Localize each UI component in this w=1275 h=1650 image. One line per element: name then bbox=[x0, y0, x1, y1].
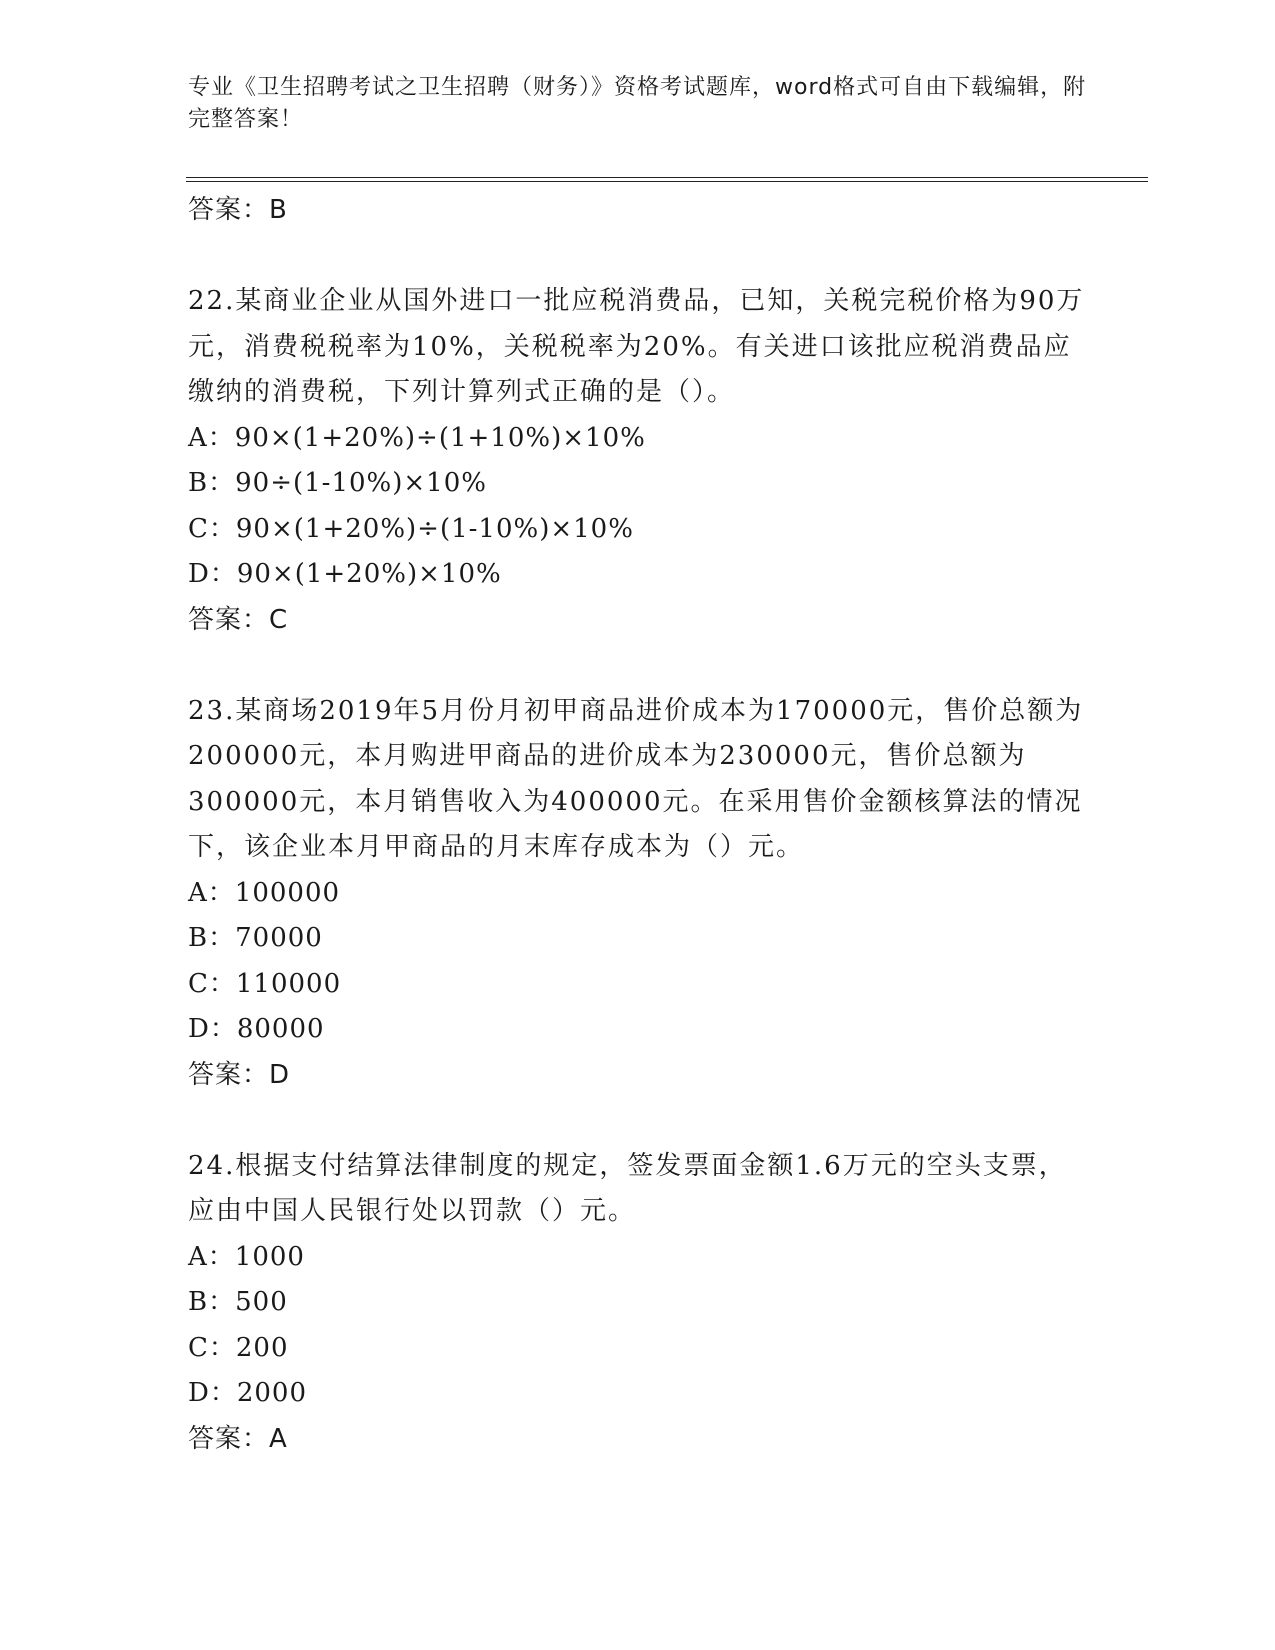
header-rule-bottom bbox=[186, 181, 1148, 182]
option-c: C：110000 bbox=[188, 968, 342, 999]
option-a: A：100000 bbox=[188, 877, 341, 908]
question-stem: 23.某商场2019年5月份月初甲商品进价成本为170000元，售价总额为200000元，本月购进甲商品的进价成本为230000元，售价总额为300000元，本月销售收入为400000元。在采用售价金额核算法的情况下，该企业本月甲商品的月末库存成本为（）元。 bbox=[188, 695, 1084, 862]
question-stem: 24.根据支付结算法律制度的规定，签发票面金额1.6万元的空头支票，应由中国人民银行处以罚款（）元。 bbox=[188, 1150, 1067, 1226]
option-d: D：80000 bbox=[188, 1014, 325, 1044]
document-body bbox=[188, 188, 1088, 1462]
question-answer: 答案：C bbox=[188, 604, 289, 635]
option-b: B：70000 bbox=[188, 923, 323, 953]
previous-answer: 答案：B bbox=[188, 195, 288, 225]
question-22 bbox=[188, 279, 1088, 643]
spacer bbox=[188, 1098, 1088, 1144]
option-c: C：90×(1+20%)÷(1-10%)×10% bbox=[188, 513, 634, 544]
spacer bbox=[188, 643, 1088, 689]
option-a: A：1000 bbox=[188, 1241, 305, 1272]
question-24 bbox=[188, 1144, 1088, 1462]
option-d: D：2000 bbox=[188, 1378, 308, 1408]
option-d: D：90×(1+20%)×10% bbox=[188, 559, 502, 589]
question-answer: 答案：A bbox=[188, 1423, 288, 1454]
option-a: A：90×(1+20%)÷(1+10%)×10% bbox=[188, 422, 646, 453]
option-b: B：90÷(1-10%)×10% bbox=[188, 468, 487, 498]
question-23 bbox=[188, 689, 1088, 1098]
question-stem: 22.某商业企业从国外进口一批应税消费品，已知，关税完税价格为90万元，消费税税率为10%，关税税率为20%。有关进口该批应税消费品应缴纳的消费税，下列计算列式正确的是（）。 bbox=[188, 286, 1085, 407]
question-answer: 答案：D bbox=[188, 1059, 291, 1090]
header-rule-top bbox=[186, 177, 1148, 178]
page-header: 专业《卫生招聘考试之卫生招聘（财务）》资格考试题库，word格式可自由下载编辑，附完整答案！ bbox=[188, 75, 1087, 132]
option-b: B：500 bbox=[188, 1287, 288, 1317]
option-c: C：200 bbox=[188, 1332, 289, 1363]
